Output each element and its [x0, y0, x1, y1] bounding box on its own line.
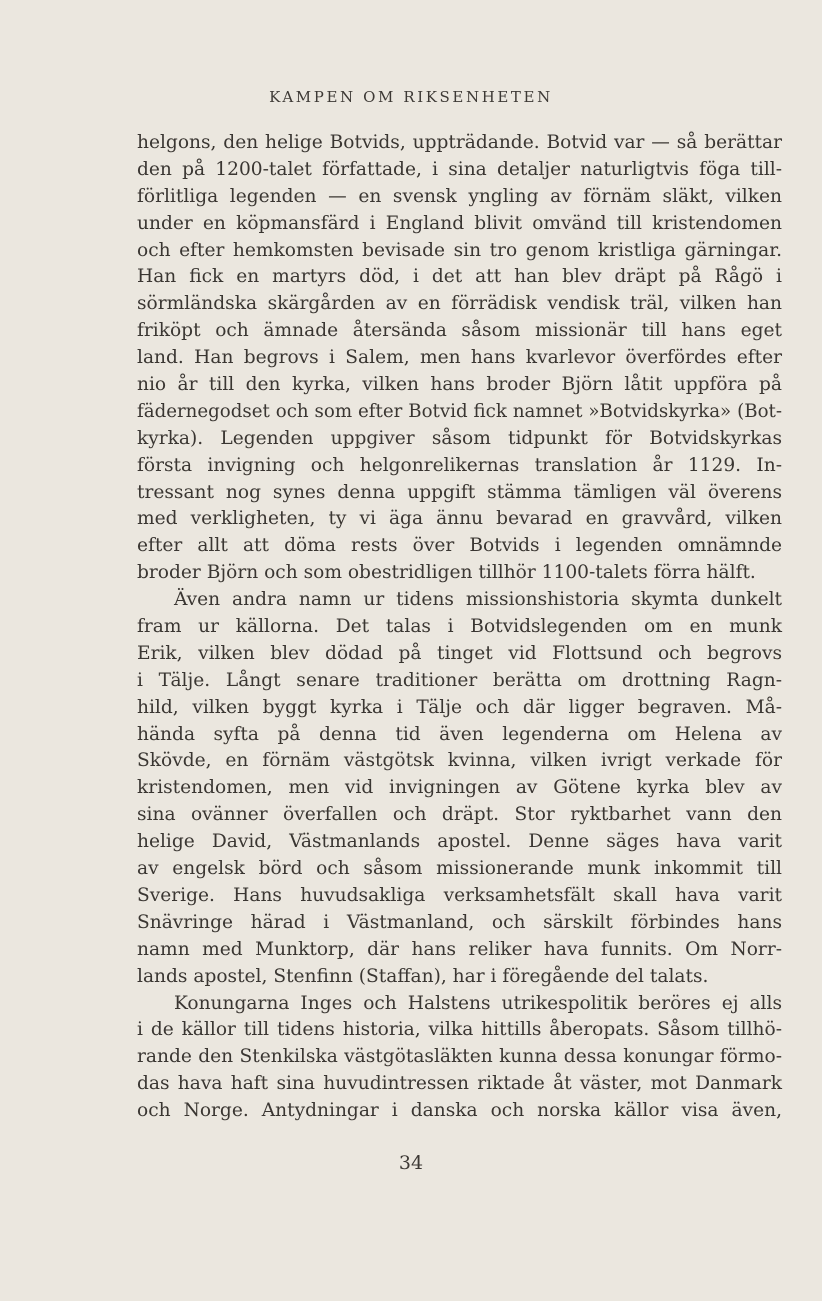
text-line: nio år till den kyrka, vilken hans broder Björn låtit uppföra på [137, 374, 782, 396]
text-line: fram ur källorna. Det talas i Botvidslegenden om en munk [137, 616, 782, 638]
text-line: av engelsk börd och såsom missionerande munk inkommit till [137, 858, 782, 880]
text-line: lands apostel, Stenfinn (Staffan), har i föregående del talats. [137, 965, 709, 987]
text-line: i de källor till tidens historia, vilka hittills åberopats. Såsom tillhö- [137, 1019, 782, 1041]
text-line: den på 1200-talet författade, i sina detaljer naturligtvis föga till- [137, 158, 782, 180]
text-line: Han fick en martyrs död, i det att han blev dräpt på Rågö i [137, 266, 782, 288]
text-line: Även andra namn ur tidens missionshistoria skymta dunkelt [174, 589, 782, 611]
text-line: helgons, den helige Botvids, uppträdande. Botvid var — så berättar [137, 132, 782, 153]
text-line: broder Björn och som obestridligen tillhör 1100-talets förra hälft. [137, 562, 756, 584]
text-line: land. Han begrovs i Salem, men hans kvarlevor överfördes efter [137, 347, 782, 369]
text-line: Sverige. Hans huvudsakliga verksamhetsfält skall hava varit [137, 884, 782, 906]
text-line: Snävringe härad i Västmanland, och särskilt förbindes hans [137, 911, 782, 933]
text-line: das hava haft sina huvudintressen riktade åt väster, mot Danmark [137, 1073, 782, 1095]
text-line: hända syfta på denna tid även legenderna om Helena av [137, 723, 782, 745]
running-title: KAMPEN OM RIKSENHETEN [269, 88, 553, 106]
text-line: sörmländska skärgården av en förrädisk vendisk träl, vilken han [137, 293, 782, 315]
text-line: Konungarna Inges och Halstens utrikespolitik beröres ej alls [174, 992, 782, 1014]
text-line: tressant nog synes denna uppgift stämma tämligen väl överens [137, 481, 782, 503]
text-line: under en köpmansfärd i England blivit omvänd till kristendomen [137, 212, 782, 234]
text-line: med verkligheten, ty vi äga ännu bevarad en gravvård, vilken [137, 508, 782, 530]
text-line: förlitliga legenden — en svensk yngling av förnäm släkt, vilken [137, 185, 782, 207]
text-line: efter allt att döma rests över Botvids i legenden omnämnde [137, 535, 782, 557]
text-line: och Norge. Antydningar i danska och norska källor visa även, [137, 1100, 782, 1122]
text-line: sina ovänner överfallen och dräpt. Stor ryktbarhet vann den [137, 804, 782, 826]
text-line: fädernegodset och som efter Botvid fick namnet »Botvidskyrka» (Bot- [137, 400, 782, 422]
text-line: Erik, vilken blev dödad på tinget vid Flottsund och begrovs [137, 642, 782, 664]
text-line: rande den Stenkilska västgötasläkten kunna dessa konungar förmo- [137, 1046, 782, 1068]
text-line: namn med Munktorp, där hans reliker hava funnits. Om Norr- [137, 938, 782, 960]
text-line: kristendomen, men vid invigningen av Götene kyrka blev av [137, 777, 782, 799]
text-line: friköpt och ämnade återsända såsom missionär till hans eget [137, 320, 782, 342]
text-line: i Tälje. Långt senare traditioner berätta om drottning Ragn- [137, 669, 782, 691]
text-line: Skövde, en förnäm västgötsk kvinna, vilken ivrigt verkade för [137, 750, 782, 772]
text-line: kyrka). Legenden uppgiver såsom tidpunkt för Botvidskyrkas [137, 427, 782, 449]
body-text [137, 130, 782, 1125]
text-line: och efter hemkomsten bevisade sin tro genom kristliga gärningar. [137, 239, 782, 261]
text-line: helige David, Västmanlands apostel. Denne säges hava varit [137, 831, 782, 853]
page-number: 34 [398, 1152, 424, 1174]
text-line: första invigning och helgonrelikernas translation år 1129. In- [137, 454, 782, 476]
text-line: hild, vilken byggt kyrka i Tälje och där ligger begraven. Må- [137, 696, 782, 718]
